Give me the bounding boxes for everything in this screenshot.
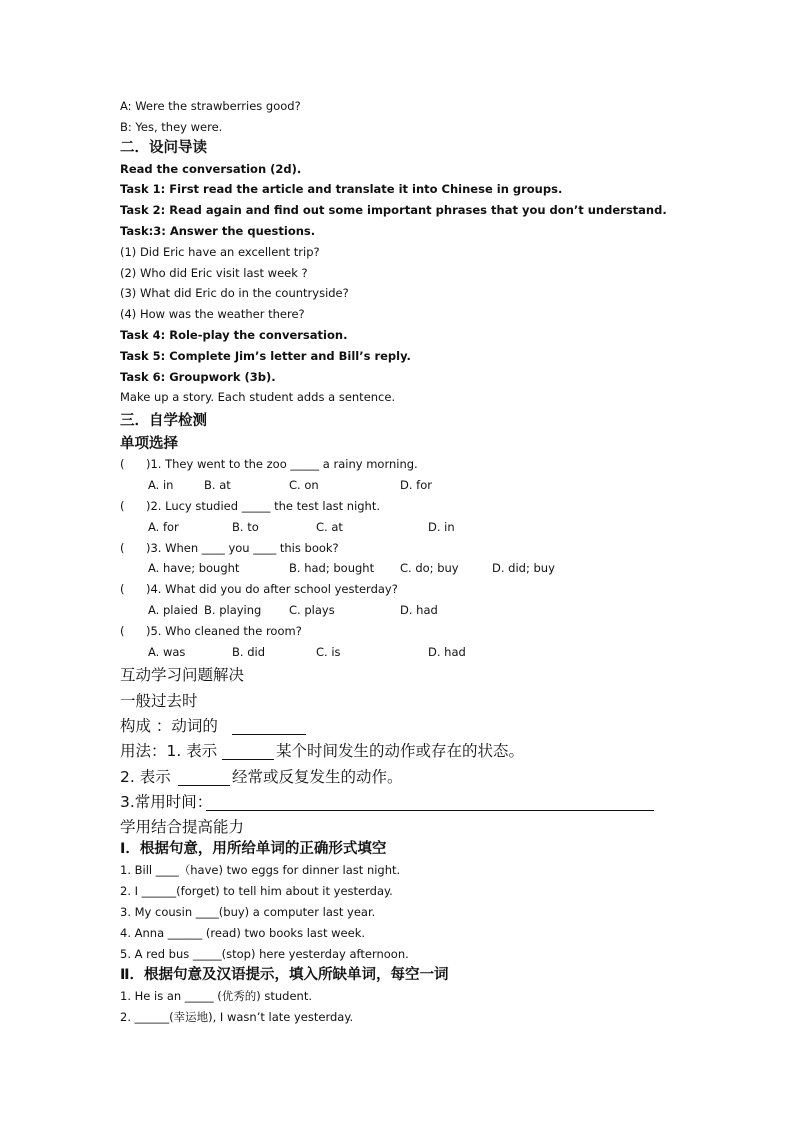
mc2-option-d: D. in: [428, 520, 455, 534]
mc3-option-c: C. do; buy: [400, 561, 459, 575]
section3-heading: 三．自学检测: [120, 413, 207, 429]
mc4-option-a: A. plaied: [148, 603, 199, 617]
section3-subheading: 单项选择: [120, 436, 178, 452]
mc5-option-a: A. was: [148, 645, 186, 659]
answer-paren: (: [120, 582, 125, 596]
time-blank-line: [206, 810, 654, 811]
hint-item-1: 1. He is an _____ (优秀的) student.: [120, 989, 312, 1003]
grammar-usage2-label: 2. 表示: [120, 768, 171, 786]
grammar-form: 构成 ：动词的: [120, 717, 218, 735]
question-1: (1) Did Eric have an excellent trip?: [120, 245, 320, 259]
mc2-option-c: C. at: [316, 520, 343, 534]
hint-item-2: 2. ______(幸运地), I wasn’t late yesterday.: [120, 1010, 354, 1024]
task5: Task 5: Complete Jim’s letter and Bill’s reply.: [120, 349, 411, 363]
mc-question-3: )3. When ____ you ____ this book?: [146, 541, 339, 555]
form-blank-line: [232, 734, 306, 735]
task3: Task:3: Answer the questions.: [120, 224, 316, 238]
mc1-option-c: C. on: [289, 478, 319, 492]
mc-question-2: )2. Lucy studied _____ the test last night.: [146, 499, 381, 513]
mc1-option-a: A. in: [148, 478, 174, 492]
mc3-option-d: D. did; buy: [492, 561, 555, 575]
mc-question-5: )5. Who cleaned the room?: [146, 624, 302, 638]
mc5-option-b: B. did: [232, 645, 265, 659]
mc1-option-b: B. at: [204, 478, 231, 492]
mc4-option-d: D. had: [400, 603, 438, 617]
mc4-option-b: B. playing: [204, 603, 262, 617]
grammar-usage1-label: 用法：1. 表示: [120, 742, 218, 760]
task1: Task 1: First read the article and translate it into Chinese in groups.: [120, 182, 563, 196]
grammar-heading: 互动学习问题解决: [120, 666, 245, 684]
mc4-option-c: C. plays: [289, 603, 335, 617]
mc2-option-b: B. to: [232, 520, 259, 534]
question-4: (4) How was the weather there?: [120, 307, 305, 321]
mc3-option-b: B. had; bought: [289, 561, 375, 575]
grammar-time: 3.常用时间：: [120, 793, 213, 811]
answer-paren: (: [120, 541, 125, 555]
mc-question-1: )1. They went to the zoo _____ a rainy morning.: [146, 457, 418, 471]
fill-item-4: 4. Anna ______ (read) two books last week.: [120, 926, 366, 940]
fill-item-5: 5. A red bus _____(stop) here yesterday afternoon.: [120, 947, 409, 961]
mc2-option-a: A. for: [148, 520, 179, 534]
fill-item-3: 3. My cousin ____(buy) a computer last year.: [120, 905, 376, 919]
dialogue-line-a: A: Were the strawberries good?: [120, 99, 301, 113]
task4: Task 4: Role-play the conversation.: [120, 328, 348, 342]
practice-part1-heading: Ⅰ．根据句意，用所给单词的正确形式填空: [120, 841, 387, 857]
usage2-blank-line: [178, 785, 230, 786]
answer-paren: (: [120, 457, 125, 471]
question-2: (2) Who did Eric visit last week ?: [120, 266, 308, 280]
mc5-option-c: C. is: [316, 645, 341, 659]
grammar-usage1-text: 某个时间发生的动作或存在的状态。: [276, 742, 525, 760]
grammar-usage2-text: 经常或反复发生的动作。: [232, 768, 403, 786]
mc1-option-d: D. for: [400, 478, 432, 492]
mc5-option-d: D. had: [428, 645, 466, 659]
mc-question-4: )4. What did you do after school yesterday?: [146, 582, 398, 596]
answer-paren: (: [120, 499, 125, 513]
mc3-option-a: A. have; bought: [148, 561, 240, 575]
answer-paren: (: [120, 624, 125, 638]
question-3: (3) What did Eric do in the countryside?: [120, 286, 349, 300]
practice-part2-heading: Ⅱ．根据句意及汉语提示，填入所缺单词，每空一词: [120, 967, 449, 983]
task6: Task 6: Groupwork (3b).: [120, 370, 276, 384]
task6-detail: Make up a story. Each student adds a sentence.: [120, 390, 396, 404]
fill-item-2: 2. I ______(forget) to tell him about it yesterday.: [120, 884, 393, 898]
section2-intro: Read the conversation (2d).: [120, 162, 302, 176]
practice-heading: 学用结合提高能力: [120, 818, 245, 836]
task2: Task 2: Read again and find out some important phrases that you don’t understand.: [120, 203, 667, 217]
fill-item-1: 1. Bill ____（have) two eggs for dinner last night.: [120, 863, 401, 877]
dialogue-line-b: B: Yes, they were.: [120, 120, 223, 134]
usage1-blank-line: [222, 759, 274, 760]
section2-heading: 二．设问导读: [120, 140, 207, 156]
grammar-topic: 一般过去时: [120, 692, 198, 710]
